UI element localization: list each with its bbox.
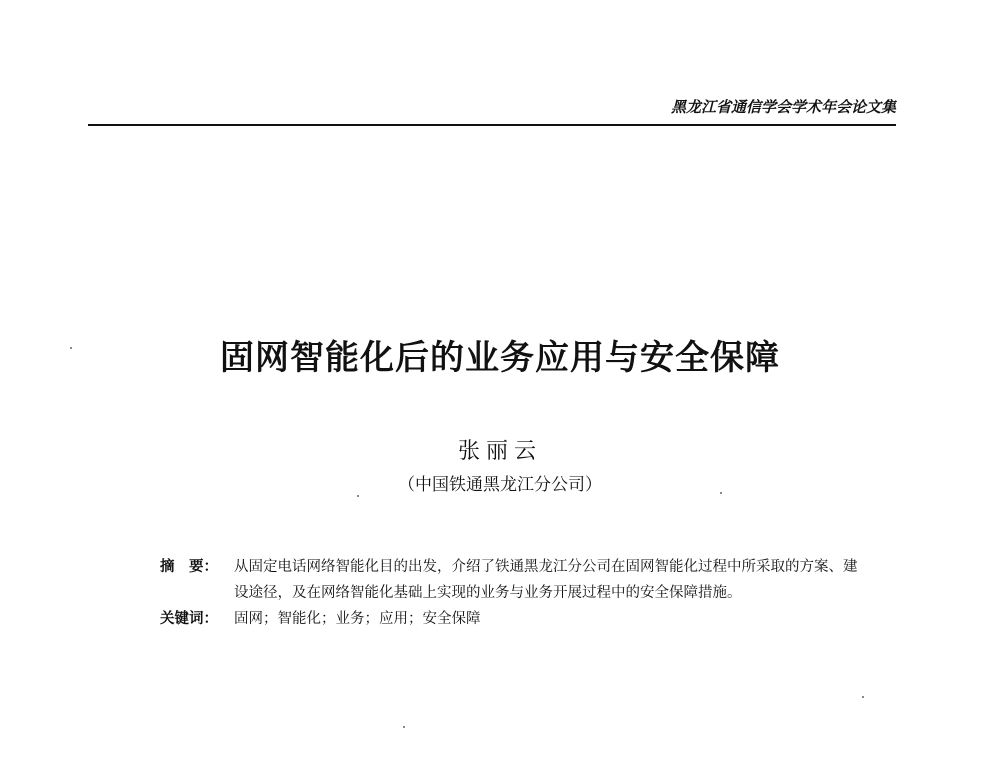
scan-speck bbox=[862, 696, 864, 698]
keywords-label: 关键词： bbox=[160, 611, 218, 627]
scan-speck bbox=[357, 495, 359, 497]
abstract-text: 从固定电话网络智能化目的出发，介绍了铁通黑龙江分公司在固网智能化过程中所采取的方案、建设途径，及在网络智能化基础上实现的业务与业务开展过程中的安全保障措施。 bbox=[234, 559, 858, 601]
scan-speck bbox=[403, 726, 405, 728]
paper-title: 固网智能化后的业务应用与安全保障 bbox=[220, 338, 780, 378]
author-affiliation: （中国铁通黑龙江分公司） bbox=[398, 475, 602, 495]
abstract-block bbox=[160, 554, 860, 606]
keywords-text: 固网；智能化；业务；应用；安全保障 bbox=[234, 611, 481, 627]
abstract-label: 摘 要： bbox=[160, 559, 218, 575]
keywords-block bbox=[160, 606, 860, 632]
author-name: 张丽云 bbox=[457, 439, 542, 464]
scan-speck bbox=[720, 492, 722, 494]
journal-header: 黑龙江省通信学会学术年会论文集 bbox=[670, 98, 896, 116]
scan-speck bbox=[70, 347, 72, 349]
abstract-section bbox=[160, 554, 860, 632]
header-rule bbox=[88, 124, 896, 126]
